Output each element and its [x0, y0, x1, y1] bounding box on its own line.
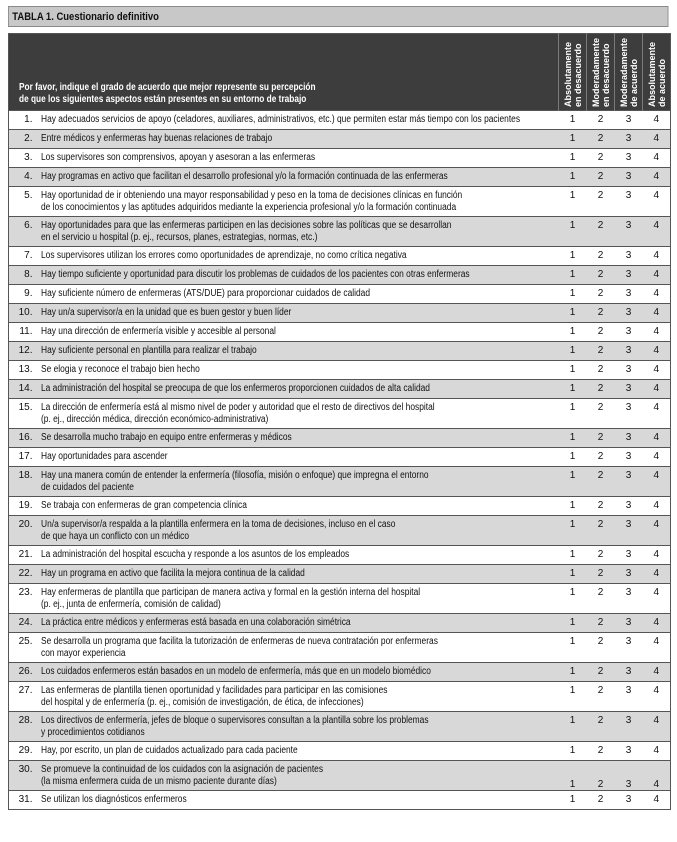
rating-option-3[interactable]: 3: [615, 663, 643, 682]
rating-option-3[interactable]: 3: [615, 266, 643, 285]
item-statement-line: Se trabaja con enfermeras de gran competencia clínica: [40, 500, 247, 511]
rating-option-2[interactable]: 2: [587, 742, 615, 761]
rating-option-2[interactable]: 2: [587, 429, 615, 448]
rating-option-3[interactable]: 3: [615, 497, 643, 516]
rating-option-1[interactable]: 1: [559, 149, 587, 168]
item-statement-line: Los supervisores utilizan los errores como oportunidades de aprendizaje, no como crítica negativa: [40, 250, 407, 261]
table-row: [9, 323, 671, 342]
rating-option-2[interactable]: 2: [587, 149, 615, 168]
rating-option-3[interactable]: 3: [615, 247, 643, 266]
rating-option-3[interactable]: 3: [615, 565, 643, 584]
rating-option-4[interactable]: 4: [643, 633, 671, 663]
item-number: 10.: [9, 304, 41, 323]
item-statement: [41, 399, 559, 429]
column-header-line: de acuerdo: [656, 58, 667, 107]
rating-option-1[interactable]: 1: [559, 467, 587, 497]
item-statement-line: (p. ej., junta de enfermería, comisión de calidad): [40, 599, 221, 610]
rating-option-2[interactable]: 2: [587, 247, 615, 266]
rating-option-2[interactable]: 2: [587, 565, 615, 584]
rating-option-4[interactable]: 4: [643, 565, 671, 584]
item-number: 28.: [9, 712, 41, 742]
item-number: 2.: [9, 130, 41, 149]
rating-option-2[interactable]: 2: [587, 323, 615, 342]
item-number: 16.: [9, 429, 41, 448]
rating-option-4[interactable]: 4: [643, 399, 671, 429]
rating-option-1[interactable]: 1: [559, 168, 587, 187]
rating-option-4[interactable]: 4: [643, 429, 671, 448]
item-number: 29.: [9, 742, 41, 761]
rating-option-3[interactable]: 3: [615, 429, 643, 448]
item-statement-line: Hay oportunidad de ir obteniendo una mayor responsabilidad y peso en la toma de decisiones clínicas en función: [40, 190, 462, 201]
rating-option-4[interactable]: 4: [643, 187, 671, 217]
rating-option-2[interactable]: 2: [587, 791, 615, 810]
item-statement-line: Hay oportunidades para ascender: [40, 451, 168, 462]
item-number: 19.: [9, 497, 41, 516]
rating-option-1[interactable]: 1: [559, 429, 587, 448]
rating-option-1[interactable]: 1: [559, 304, 587, 323]
item-statement-line: de que haya un conflicto con un médico: [40, 531, 189, 542]
rating-option-1[interactable]: 1: [559, 448, 587, 467]
rating-option-1[interactable]: 1: [559, 266, 587, 285]
rating-option-3[interactable]: 3: [615, 516, 643, 546]
item-number: 15.: [9, 399, 41, 429]
item-statement-line: Hay un/a supervisor/a en la unidad que es buen gestor y buen líder: [40, 307, 291, 318]
item-number: 21.: [9, 546, 41, 565]
item-number: 31.: [9, 791, 41, 810]
rating-option-1[interactable]: 1: [559, 633, 587, 663]
rating-option-1[interactable]: 1: [559, 217, 587, 247]
rating-option-4[interactable]: 4: [643, 546, 671, 565]
item-number: 7.: [9, 247, 41, 266]
rating-option-3[interactable]: 3: [615, 791, 643, 810]
item-statement: [41, 217, 559, 247]
item-number: 8.: [9, 266, 41, 285]
item-statement-line: Se desarrolla un programa que facilita la tutorización de enfermeras de nueva contratación por enfermeras: [40, 636, 438, 647]
table-row: [9, 187, 671, 217]
item-statement-line: (la misma enfermera cuida de un mismo paciente durante días): [40, 776, 277, 787]
item-number: 12.: [9, 342, 41, 361]
item-statement-line: Se utilizan los diagnósticos enfermeros: [40, 794, 187, 805]
item-statement: [41, 111, 559, 130]
table-row: [9, 266, 671, 285]
rating-option-1[interactable]: 1: [559, 565, 587, 584]
rating-option-4[interactable]: 4: [643, 380, 671, 399]
item-statement-line: de los conocimientos y las aptitudes adquiridos mediante la experiencia profesional y/o la formación continuada: [40, 202, 456, 213]
item-statement: [41, 467, 559, 497]
question-prompt: [9, 34, 559, 111]
table-row: [9, 130, 671, 149]
rating-option-2[interactable]: 2: [587, 187, 615, 217]
table-row: [9, 217, 671, 247]
item-number: 23.: [9, 584, 41, 614]
item-number: 20.: [9, 516, 41, 546]
rating-option-3[interactable]: 3: [615, 130, 643, 149]
rating-option-1[interactable]: 1: [559, 399, 587, 429]
item-number: 4.: [9, 168, 41, 187]
table-row: [9, 247, 671, 266]
rating-option-2[interactable]: 2: [587, 399, 615, 429]
item-number: 14.: [9, 380, 41, 399]
column-header-line: en desacuerdo: [600, 43, 611, 107]
item-statement: [41, 682, 559, 712]
item-statement-line: Se desarrolla mucho trabajo en equipo entre enfermeras y médicos: [40, 432, 292, 443]
table-row: [9, 467, 671, 497]
rating-option-2[interactable]: 2: [587, 614, 615, 633]
rating-option-2[interactable]: 2: [587, 516, 615, 546]
rating-option-1[interactable]: 1: [559, 247, 587, 266]
rating-option-1[interactable]: 1: [559, 187, 587, 217]
table-row: [9, 149, 671, 168]
table-row: [9, 682, 671, 712]
item-statement-line: Hay, por escrito, un plan de cuidados actualizado para cada paciente: [40, 745, 298, 756]
item-number: 5.: [9, 187, 41, 217]
rating-option-2[interactable]: 2: [587, 361, 615, 380]
rating-option-3[interactable]: 3: [615, 361, 643, 380]
column-header-absolutely-disagree: [559, 34, 587, 111]
rating-option-2[interactable]: 2: [587, 266, 615, 285]
item-statement: [41, 565, 559, 584]
rating-option-1[interactable]: 1: [559, 712, 587, 742]
table-row: [9, 497, 671, 516]
rating-option-3[interactable]: 3: [615, 546, 643, 565]
table-row: [9, 516, 671, 546]
item-number: 6.: [9, 217, 41, 247]
rating-option-4[interactable]: 4: [643, 497, 671, 516]
table-row: [9, 342, 671, 361]
rating-option-3[interactable]: 3: [615, 149, 643, 168]
rating-option-2[interactable]: 2: [587, 712, 615, 742]
rating-option-1[interactable]: 1: [559, 323, 587, 342]
rating-option-4[interactable]: 4: [643, 217, 671, 247]
item-statement-line: Hay programas en activo que facilitan el desarrollo profesional y/o la formación continuada de las enfermeras: [40, 171, 448, 182]
item-statement: [41, 304, 559, 323]
rating-option-3[interactable]: 3: [615, 304, 643, 323]
rating-option-4[interactable]: 4: [643, 712, 671, 742]
item-statement: [41, 342, 559, 361]
item-number: 27.: [9, 682, 41, 712]
rating-option-4[interactable]: 4: [643, 584, 671, 614]
column-header-line: de acuerdo: [628, 58, 639, 107]
item-statement: [41, 361, 559, 380]
item-statement-line: del hospital y de enfermería (p. ej., comisión de investigación, de ética, de infecciones): [40, 697, 364, 708]
item-statement: [41, 742, 559, 761]
rating-option-2[interactable]: 2: [587, 130, 615, 149]
item-number: 13.: [9, 361, 41, 380]
rating-option-1[interactable]: 1: [559, 342, 587, 361]
item-statement: [41, 614, 559, 633]
rating-option-4[interactable]: 4: [643, 614, 671, 633]
item-number: 18.: [9, 467, 41, 497]
item-statement-line: La dirección de enfermería está al mismo nivel de poder y autoridad que el resto de directivos del hospital: [40, 402, 435, 413]
item-number: 17.: [9, 448, 41, 467]
table-row: [9, 168, 671, 187]
rating-option-4[interactable]: 4: [643, 663, 671, 682]
rating-option-1[interactable]: 1: [559, 361, 587, 380]
table-title: TABLA 1. Cuestionario definitivo: [8, 6, 668, 27]
item-statement-line: Hay adecuados servicios de apoyo (celadores, auxiliares, administrativos, etc.) que permiten estar más tiempo con los pacientes: [40, 114, 520, 125]
rating-option-1[interactable]: 1: [559, 742, 587, 761]
item-statement: [41, 712, 559, 742]
item-statement-line: Hay tiempo suficiente y oportunidad para discutir los problemas de cuidados de los pacientes con otras enfermeras: [40, 269, 470, 280]
rating-option-3[interactable]: 3: [615, 323, 643, 342]
item-statement-line: Las enfermeras de plantilla tienen oportunidad y facilidades para participar en las comisiones: [40, 685, 387, 696]
rating-option-4[interactable]: 4: [643, 304, 671, 323]
item-statement: [41, 187, 559, 217]
item-statement: [41, 448, 559, 467]
item-statement: [41, 497, 559, 516]
table-row: [9, 584, 671, 614]
item-statement: [41, 633, 559, 663]
item-statement: [41, 791, 559, 810]
rating-option-1[interactable]: 1: [559, 546, 587, 565]
item-number: 11.: [9, 323, 41, 342]
item-statement-line: Hay un programa en activo que facilita la mejora continua de la calidad: [40, 568, 305, 579]
rating-option-4[interactable]: 4: [643, 448, 671, 467]
questionnaire-table: [8, 33, 671, 810]
table-row: [9, 742, 671, 761]
rating-option-4[interactable]: 4: [643, 285, 671, 304]
rating-option-3[interactable]: 3: [615, 285, 643, 304]
item-number: 3.: [9, 149, 41, 168]
rating-option-2[interactable]: 2: [587, 111, 615, 130]
item-statement: [41, 516, 559, 546]
question-prompt-line: Por favor, indique el grado de acuerdo que mejor represente su percepción: [19, 82, 316, 93]
rating-option-3[interactable]: 3: [615, 342, 643, 361]
column-header-line: Moderadamente: [590, 37, 601, 107]
rating-option-4[interactable]: 4: [643, 149, 671, 168]
item-statement: [41, 429, 559, 448]
item-statement: [41, 380, 559, 399]
rating-option-4[interactable]: 4: [643, 168, 671, 187]
rating-option-4[interactable]: 4: [643, 742, 671, 761]
item-number: 1.: [9, 111, 41, 130]
rating-option-1[interactable]: 1: [559, 130, 587, 149]
item-statement: [41, 546, 559, 565]
table-row: [9, 304, 671, 323]
item-statement: [41, 266, 559, 285]
column-header-moderately-disagree: [587, 34, 615, 111]
item-statement: [41, 130, 559, 149]
table-row: [9, 285, 671, 304]
column-header-line: Moderadamente: [618, 37, 629, 107]
item-statement-line: Un/a supervisor/a respalda a la plantilla enfermera en la toma de decisiones, incluso en el caso: [40, 519, 395, 530]
item-statement-line: Hay suficiente personal en plantilla para realizar el trabajo: [40, 345, 257, 356]
table-row: [9, 429, 671, 448]
item-number: 9.: [9, 285, 41, 304]
rating-option-2[interactable]: 2: [587, 304, 615, 323]
rating-option-2[interactable]: 2: [587, 217, 615, 247]
table-row: [9, 448, 671, 467]
rating-option-4[interactable]: 4: [643, 761, 671, 791]
rating-option-4[interactable]: 4: [643, 342, 671, 361]
rating-option-1[interactable]: 1: [559, 791, 587, 810]
table-row: [9, 546, 671, 565]
rating-option-2[interactable]: 2: [587, 682, 615, 712]
rating-option-2[interactable]: 2: [587, 546, 615, 565]
table-row: [9, 663, 671, 682]
column-header-line: Absolutamente: [562, 41, 573, 107]
rating-option-4[interactable]: 4: [643, 791, 671, 810]
rating-option-4[interactable]: 4: [643, 682, 671, 712]
item-statement-line: La administración del hospital se preocupa de que los enfermeros proporcionen cuidados de alta calidad: [40, 383, 430, 394]
table-row: [9, 791, 671, 810]
rating-option-3[interactable]: 3: [615, 682, 643, 712]
rating-option-3[interactable]: 3: [615, 168, 643, 187]
rating-option-1[interactable]: 1: [559, 614, 587, 633]
table-body: [9, 111, 671, 810]
table-row: [9, 399, 671, 429]
rating-option-3[interactable]: 3: [615, 712, 643, 742]
table-row: [9, 614, 671, 633]
table-row: [9, 761, 671, 791]
item-statement-line: Los supervisores son comprensivos, apoyan y asesoran a las enfermeras: [40, 152, 315, 163]
item-statement: [41, 761, 559, 791]
rating-option-4[interactable]: 4: [643, 111, 671, 130]
rating-option-3[interactable]: 3: [615, 399, 643, 429]
rating-option-3[interactable]: 3: [615, 380, 643, 399]
rating-option-2[interactable]: 2: [587, 380, 615, 399]
rating-option-4[interactable]: 4: [643, 467, 671, 497]
rating-option-2[interactable]: 2: [587, 285, 615, 304]
column-header-line: en desacuerdo: [572, 43, 583, 107]
document: [8, 6, 670, 810]
rating-option-2[interactable]: 2: [587, 497, 615, 516]
item-statement-line: Hay oportunidades para que las enfermeras participen en las decisiones sobre las políticas que se desarrollan: [40, 220, 451, 231]
item-number: 30.: [9, 761, 41, 791]
rating-option-3[interactable]: 3: [615, 614, 643, 633]
rating-option-4[interactable]: 4: [643, 247, 671, 266]
table-row: [9, 712, 671, 742]
table-row: [9, 361, 671, 380]
rating-option-3[interactable]: 3: [615, 187, 643, 217]
rating-option-4[interactable]: 4: [643, 361, 671, 380]
item-statement-line: Los directivos de enfermería, jefes de bloque o supervisores consultan a la plantilla sobre los problemas: [40, 715, 429, 726]
rating-option-4[interactable]: 4: [643, 266, 671, 285]
item-statement-line: Hay enfermeras de plantilla que participan de manera activa y formal en la gestión interna del hospital: [40, 587, 420, 598]
rating-option-1[interactable]: 1: [559, 111, 587, 130]
rating-option-2[interactable]: 2: [587, 342, 615, 361]
item-statement-line: (p. ej., dirección médica, dirección económico-administrativa): [40, 414, 268, 425]
item-statement-line: Hay suficiente número de enfermeras (ATS/DUE) para proporcionar cuidados de calidad: [40, 288, 370, 299]
item-number: 26.: [9, 663, 41, 682]
table-row: [9, 565, 671, 584]
rating-option-2[interactable]: 2: [587, 663, 615, 682]
rating-option-1[interactable]: 1: [559, 380, 587, 399]
rating-option-2[interactable]: 2: [587, 467, 615, 497]
column-header-line: Absolutamente: [646, 41, 657, 107]
item-statement-line: Los cuidados enfermeros están basados en un modelo de enfermería, más que en un modelo biomédico: [40, 666, 431, 677]
rating-option-1[interactable]: 1: [559, 761, 587, 791]
rating-option-4[interactable]: 4: [643, 130, 671, 149]
rating-option-3[interactable]: 3: [615, 633, 643, 663]
item-statement: [41, 168, 559, 187]
rating-option-3[interactable]: 3: [615, 448, 643, 467]
table-row: [9, 111, 671, 130]
rating-option-2[interactable]: 2: [587, 448, 615, 467]
item-statement-line: Hay una dirección de enfermería visible y accesible al personal: [40, 326, 276, 337]
item-statement-line: con mayor experiencia: [40, 648, 126, 659]
item-statement: [41, 663, 559, 682]
rating-option-3[interactable]: 3: [615, 111, 643, 130]
item-statement-line: Hay una manera común de entender la enfermería (filosofía, misión o enfoque) que impregna el entorno: [40, 470, 429, 481]
item-statement-line: La práctica entre médicos y enfermeras está basada en una colaboración simétrica: [40, 617, 351, 628]
table-row: [9, 380, 671, 399]
item-statement-line: en el servicio u hospital (p. ej., recursos, planes, estrategias, normas, etc.): [40, 232, 317, 243]
rating-option-3[interactable]: 3: [615, 467, 643, 497]
rating-option-4[interactable]: 4: [643, 323, 671, 342]
rating-option-2[interactable]: 2: [587, 633, 615, 663]
item-statement: [41, 247, 559, 266]
item-number: 22.: [9, 565, 41, 584]
item-statement: [41, 584, 559, 614]
item-statement: [41, 285, 559, 304]
rating-option-1[interactable]: 1: [559, 285, 587, 304]
rating-option-1[interactable]: 1: [559, 584, 587, 614]
rating-option-3[interactable]: 3: [615, 742, 643, 761]
item-statement-line: La administración del hospital escucha y responde a los asuntos de los empleados: [40, 549, 349, 560]
table-header: [9, 34, 671, 111]
item-statement-line: Entre médicos y enfermeras hay buenas relaciones de trabajo: [40, 133, 272, 144]
rating-option-3[interactable]: 3: [615, 217, 643, 247]
rating-option-2[interactable]: 2: [587, 761, 615, 791]
rating-option-1[interactable]: 1: [559, 682, 587, 712]
table-row: [9, 633, 671, 663]
rating-option-2[interactable]: 2: [587, 168, 615, 187]
item-statement: [41, 149, 559, 168]
item-statement-line: Se elogia y reconoce el trabajo bien hecho: [40, 364, 200, 375]
rating-option-1[interactable]: 1: [559, 663, 587, 682]
item-statement-line: y procedimientos cotidianos: [40, 727, 145, 738]
rating-option-2[interactable]: 2: [587, 584, 615, 614]
column-header-moderately-agree: [615, 34, 643, 111]
question-prompt-line: de que los siguientes aspectos están presentes en su entorno de trabajo: [19, 94, 307, 105]
item-number: 25.: [9, 633, 41, 663]
rating-option-1[interactable]: 1: [559, 516, 587, 546]
item-statement-line: Se promueve la continuidad de los cuidados con la asignación de pacientes: [40, 764, 323, 775]
rating-option-3[interactable]: 3: [615, 761, 643, 791]
rating-option-3[interactable]: 3: [615, 584, 643, 614]
item-statement-line: de cuidados del paciente: [40, 482, 134, 493]
column-header-absolutely-agree: [643, 34, 671, 111]
item-number: 24.: [9, 614, 41, 633]
item-statement: [41, 323, 559, 342]
rating-option-1[interactable]: 1: [559, 497, 587, 516]
rating-option-4[interactable]: 4: [643, 516, 671, 546]
